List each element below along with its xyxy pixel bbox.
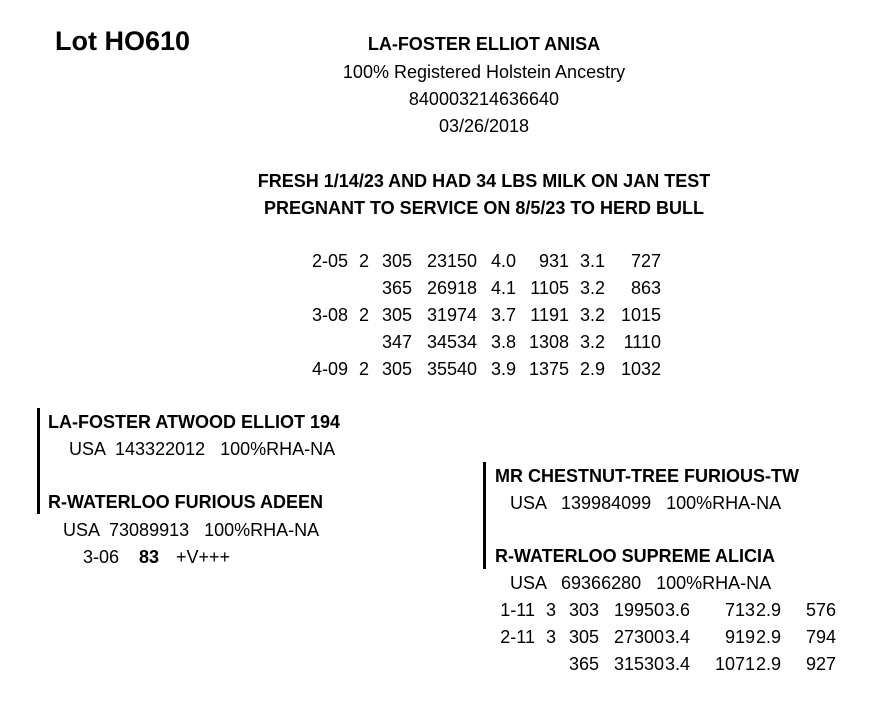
record-milk: 31974 xyxy=(426,305,477,325)
record-fat-pct: 4.1 xyxy=(490,278,516,298)
sire-registration: USA 143322012 100%RHA-NA xyxy=(69,439,336,459)
record-milk: 23150 xyxy=(426,251,477,271)
record-fat-lbs: 1105 xyxy=(530,278,569,298)
record-prot-pct: 3.2 xyxy=(579,332,605,352)
record-prot-lbs: 863 xyxy=(630,278,661,298)
record-days: 305 xyxy=(381,359,412,379)
dam-dam-record-prot-pct: 2.9 xyxy=(755,627,781,647)
dam-dam-record-days: 305 xyxy=(568,627,599,647)
record-fat-lbs: 931 xyxy=(538,251,569,271)
record-fat-pct: 3.8 xyxy=(490,332,516,352)
animal-birthdate: 03/26/2018 xyxy=(438,116,530,136)
dam-dam-record-fat-pct: 3.4 xyxy=(664,654,690,674)
dam-dam-record-age: 2-11 xyxy=(500,627,535,647)
dam-dam-record-fat-lbs: 919 xyxy=(724,627,755,647)
record-prot-lbs: 1032 xyxy=(620,359,661,379)
record-days: 305 xyxy=(381,251,412,271)
record-fat-pct: 3.9 xyxy=(490,359,516,379)
dam-registration: USA 73089913 100%RHA-NA xyxy=(63,520,320,540)
animal-ancestry: 100% Registered Holstein Ancestry xyxy=(342,62,626,82)
record-age: 2-05 xyxy=(311,251,348,271)
dam-dam-record-milk: 31530 xyxy=(613,654,664,674)
record-fat-pct: 3.7 xyxy=(490,305,516,325)
dam-dam-record-milk: 19950 xyxy=(613,600,664,620)
dam-dam-record-fat-pct: 3.6 xyxy=(664,600,690,620)
dam-dam-record-fat-lbs: 1071 xyxy=(714,654,755,674)
dam-dam-record-times: 3 xyxy=(545,627,556,647)
lot-number: Lot HO610 xyxy=(55,26,191,56)
dam-dam-record-milk: 27300 xyxy=(613,627,664,647)
record-fat-lbs: 1308 xyxy=(528,332,569,352)
record-prot-pct: 3.1 xyxy=(579,251,605,271)
record-prot-lbs: 1015 xyxy=(620,305,661,325)
dam-class-score: 83 xyxy=(139,547,160,567)
dam-dam-record-fat-pct: 3.4 xyxy=(664,627,690,647)
record-times: 2 xyxy=(358,251,369,271)
dam-dam-record-prot-pct: 2.9 xyxy=(755,654,781,674)
dam-dam-record-days: 303 xyxy=(568,600,599,620)
pedigree-bar-dam-sire xyxy=(483,462,486,522)
pedigree-bar-dam-dam xyxy=(483,516,486,569)
pedigree-bar-dam xyxy=(37,462,40,514)
dam-dam-record-age: 1-11 xyxy=(500,600,535,620)
record-prot-pct: 3.2 xyxy=(579,305,605,325)
record-fat-lbs: 1191 xyxy=(530,305,569,325)
dam-class-age: 3-06 xyxy=(83,547,120,567)
dam-sire-name: MR CHESTNUT-TREE FURIOUS-TW xyxy=(495,466,799,486)
record-times: 2 xyxy=(358,359,369,379)
record-days: 347 xyxy=(381,332,412,352)
record-fat-lbs: 1375 xyxy=(528,359,569,379)
record-times: 2 xyxy=(358,305,369,325)
record-age: 3-08 xyxy=(311,305,348,325)
dam-name: R-WATERLOO FURIOUS ADEEN xyxy=(48,492,323,512)
record-fat-pct: 4.0 xyxy=(490,251,516,271)
sire-name: LA-FOSTER ATWOOD ELLIOT 194 xyxy=(48,412,340,432)
record-days: 365 xyxy=(381,278,412,298)
record-milk: 26918 xyxy=(426,278,477,298)
record-milk: 35540 xyxy=(426,359,477,379)
note-fresh: FRESH 1/14/23 AND HAD 34 LBS MILK ON JAN TEST xyxy=(257,171,711,191)
record-prot-pct: 3.2 xyxy=(579,278,605,298)
dam-dam-record-prot-lbs: 927 xyxy=(805,654,836,674)
record-prot-lbs: 1110 xyxy=(623,332,661,352)
dam-dam-record-prot-lbs: 576 xyxy=(805,600,836,620)
animal-name: LA-FOSTER ELLIOT ANISA xyxy=(367,34,601,54)
dam-dam-record-days: 365 xyxy=(568,654,599,674)
dam-dam-record-fat-lbs: 713 xyxy=(724,600,755,620)
record-days: 305 xyxy=(381,305,412,325)
dam-dam-record-prot-pct: 2.9 xyxy=(755,600,781,620)
animal-id: 840003214636640 xyxy=(408,89,560,109)
dam-class-marks: +V+++ xyxy=(176,547,231,567)
dam-dam-record-times: 3 xyxy=(545,600,556,620)
dam-sire-registration: USA 139984099 100%RHA-NA xyxy=(510,493,782,513)
note-pregnant: PREGNANT TO SERVICE ON 8/5/23 TO HERD BULL xyxy=(263,198,705,218)
record-milk: 34534 xyxy=(426,332,477,352)
record-prot-pct: 2.9 xyxy=(579,359,605,379)
dam-dam-record-prot-lbs: 794 xyxy=(805,627,836,647)
dam-dam-registration: USA 69366280 100%RHA-NA xyxy=(510,573,772,593)
record-prot-lbs: 727 xyxy=(630,251,661,271)
record-age: 4-09 xyxy=(311,359,348,379)
dam-dam-name: R-WATERLOO SUPREME ALICIA xyxy=(495,546,775,566)
